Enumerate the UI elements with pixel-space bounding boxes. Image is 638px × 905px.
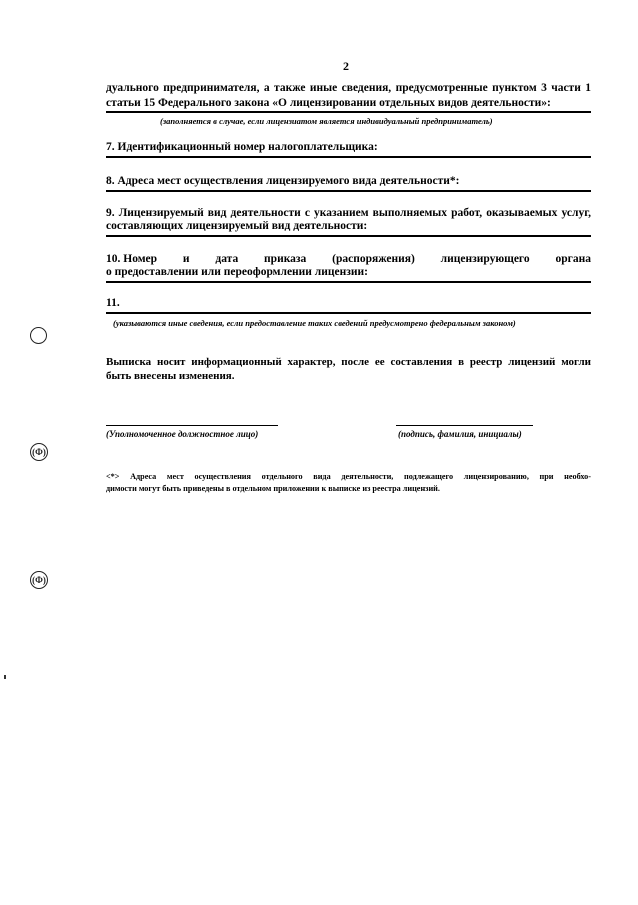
seal-stamp-upper: (Ф) bbox=[30, 443, 48, 461]
official-label: (Уполномоченное должностное лицо) bbox=[106, 429, 259, 439]
item-10-word: приказа bbox=[264, 253, 307, 265]
item-11-label: 11. bbox=[106, 297, 120, 309]
item-8-rule bbox=[106, 190, 591, 192]
page-number: 2 bbox=[343, 59, 349, 73]
item-10-word: (распоряжения) bbox=[332, 253, 415, 265]
item-7-taxpayer-id: 7. Идентификационный номер налогоплательщика: bbox=[106, 141, 378, 153]
item-9-line-1: 9. Лицензируемый вид деятельности с указанием выполняемых работ, оказываемых услуг, bbox=[106, 207, 591, 219]
item-9-rule bbox=[106, 235, 591, 237]
footnote-line-1: <*> Адреса мест осуществления отдельного вида деятельности, подлежащего лицензированию, при необхо- bbox=[106, 472, 591, 481]
intro-rule bbox=[106, 111, 591, 113]
item-8-addresses: 8. Адреса мест осуществления лицензируемого вида деятельности*: bbox=[106, 175, 460, 187]
item-10-word: и bbox=[182, 253, 190, 265]
signature-name-line bbox=[396, 425, 533, 426]
footnote-line-2: димости могут быть приведены в отдельном приложении к выписке из реестра лицензий. bbox=[106, 484, 440, 493]
intro-line-2: статьи 15 Федерального закона «О лицензировании отдельных видов деятельности»: bbox=[106, 97, 551, 109]
item-10-word: 10. Номер bbox=[106, 253, 158, 265]
item-10-word: лицензирующего bbox=[440, 253, 530, 265]
signature-name-label: (подпись, фамилия, инициалы) bbox=[398, 429, 522, 439]
official-signature-line bbox=[106, 425, 278, 426]
item-11-rule bbox=[106, 312, 591, 314]
intro-note: (заполняется в случае, если лицензиатом является индивидуальный предприниматель) bbox=[160, 116, 493, 126]
seal-stamp-lower: (Ф) bbox=[30, 571, 48, 589]
item-10-word: дата bbox=[215, 253, 239, 265]
disclaimer-line-1: Выписка носит информационный характер, после ее составления в реестр лицензий могли bbox=[106, 356, 591, 368]
item-10-word: органа bbox=[555, 253, 591, 265]
intro-line-1: дуального предпринимателя, а также иные сведения, предусмотренные пунктом 3 части 1 bbox=[106, 82, 591, 94]
binder-hole-icon bbox=[30, 327, 47, 344]
item-11-note: (указываются иные сведения, если предоставление таких сведений предусмотрено федеральным законом) bbox=[113, 318, 516, 328]
item-10-rule bbox=[106, 281, 591, 283]
item-10-line-1 bbox=[106, 253, 591, 266]
item-7-rule bbox=[106, 156, 591, 158]
item-9-line-2: составляющих лицензируемый вид деятельности: bbox=[106, 220, 368, 232]
scan-speck bbox=[4, 675, 6, 679]
item-10-line-2: о предоставлении или переоформлении лицензии: bbox=[106, 266, 368, 278]
disclaimer-line-2: быть внесены изменения. bbox=[106, 370, 235, 382]
